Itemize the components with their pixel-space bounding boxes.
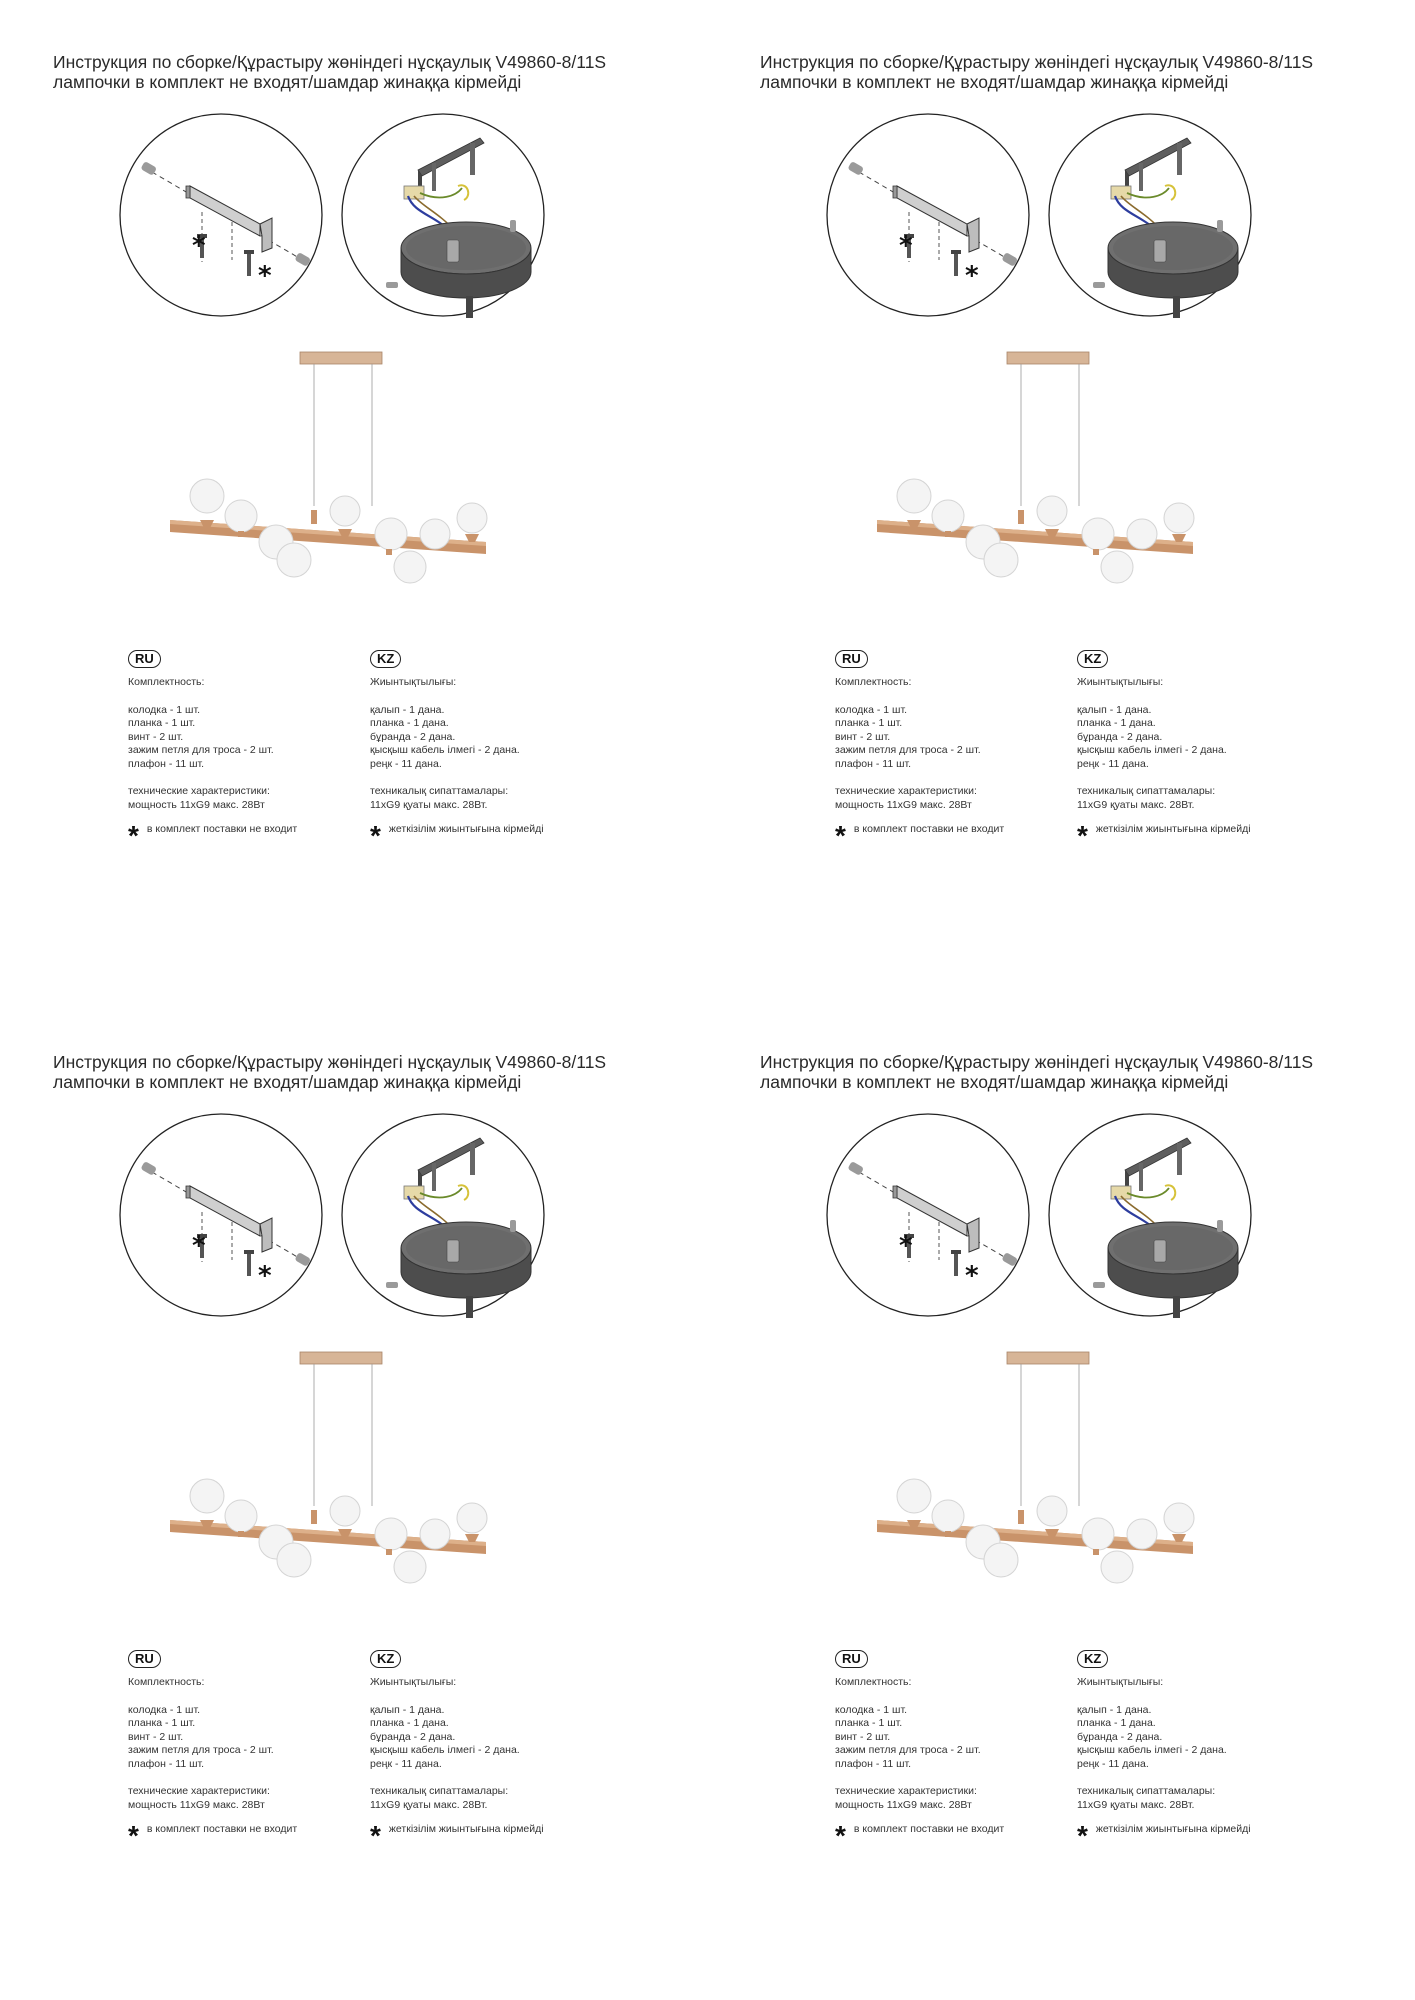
- kz-not-included-note: [370, 1820, 590, 1851]
- ru-contents-list: [128, 704, 348, 772]
- title-line-1: Инструкция по сборке/Құрастыру жөніндегі нұсқаулық V49860-8/11S: [53, 1052, 607, 1072]
- ru-language-badge: RU: [128, 1650, 161, 1668]
- list-item: қалып - 1 дана.: [1077, 703, 1152, 716]
- list-item: планка - 1 дана.: [370, 717, 449, 729]
- glass-shades: [897, 1479, 1194, 1583]
- list-item: қалып - 1 дана.: [370, 703, 445, 716]
- kz-contents-list: [1077, 1704, 1297, 1772]
- kz-tech-value: 11xG9 қуаты макс. 28Вт.: [370, 1798, 488, 1811]
- ru-heading: Комплектность:: [128, 676, 205, 688]
- list-item: колодка - 1 шт.: [128, 1703, 201, 1716]
- ru-tech-heading: технические характеристики:: [835, 785, 977, 797]
- ru-heading: Комплектность:: [835, 676, 912, 688]
- star-icon: *: [835, 820, 846, 851]
- screw-icon: [244, 1250, 254, 1276]
- not-included-star-icon: *: [192, 231, 206, 261]
- kz-specifications: [1077, 1650, 1297, 1851]
- instruction-panel-top-left: [0, 0, 707, 1000]
- list-item: қысқыш кабель ілмегі - 2 дана.: [370, 744, 520, 756]
- ru-heading: Комплектность:: [835, 1676, 912, 1688]
- screw-icon: [951, 250, 961, 276]
- ru-heading: Комплектность:: [128, 1676, 205, 1688]
- title-line-2: лампочки в комплект не входят/шамдар жинаққа кірмейді: [760, 1072, 1229, 1092]
- kz-language-badge: KZ: [370, 650, 401, 668]
- ru-language-badge: RU: [128, 650, 161, 668]
- list-item: қалып - 1 дана.: [370, 1703, 445, 1716]
- screw-icon: [386, 282, 398, 288]
- screw-icon: [1093, 1282, 1105, 1288]
- screw-icon: [510, 1220, 516, 1232]
- ru-language-badge: RU: [835, 650, 868, 668]
- list-item: плафон - 11 шт.: [835, 757, 912, 770]
- chandelier-drawing: [170, 352, 487, 583]
- ru-tech-specs: [835, 1785, 1055, 1812]
- list-item: зажим петля для троса - 2 шт.: [128, 1744, 274, 1756]
- list-item: плафон - 11 шт.: [835, 1757, 912, 1770]
- ru-tech-value: мощность 11xG9 макс. 28Вт: [835, 1798, 972, 1811]
- instruction-panel-bottom-right: [707, 1000, 1414, 2000]
- glass-shades: [897, 479, 1194, 583]
- star-icon: *: [370, 820, 381, 851]
- list-item: бұранда - 2 дана.: [370, 730, 456, 743]
- list-item: реңк - 11 дана.: [1077, 757, 1149, 770]
- chandelier-drawing: [170, 1352, 487, 1583]
- ru-tech-value: мощность 11xG9 макс. 28Вт: [128, 798, 265, 811]
- title-line-2: лампочки в комплект не входят/шамдар жинаққа кірмейді: [53, 72, 522, 92]
- kz-tech-heading: техникалық сипаттамалары:: [1077, 1785, 1216, 1797]
- title-line-2: лампочки в комплект не входят/шамдар жинаққа кірмейді: [53, 1072, 522, 1092]
- list-item: қысқыш кабель ілмегі - 2 дана.: [370, 1744, 520, 1756]
- ru-language-badge: RU: [835, 1650, 868, 1668]
- screw-icon: [510, 220, 516, 232]
- instruction-panel-top-right: [707, 0, 1414, 1000]
- kz-language-badge: KZ: [1077, 650, 1108, 668]
- assembly-illustrations: [707, 1000, 1414, 2000]
- ru-tech-value: мощность 11xG9 макс. 28Вт: [128, 1798, 265, 1811]
- list-item: бұранда - 2 дана.: [1077, 730, 1163, 743]
- list-item: винт - 2 шт.: [128, 730, 184, 743]
- kz-tech-value: 11xG9 қуаты макс. 28Вт.: [370, 798, 488, 811]
- kz-contents-list: [1077, 704, 1297, 772]
- list-item: қалып - 1 дана.: [1077, 1703, 1152, 1716]
- screw-icon: [1093, 282, 1105, 288]
- kz-heading: Жиынтықтылығы:: [370, 676, 457, 688]
- not-included-star-icon: *: [965, 1261, 979, 1291]
- kz-note-text: жеткізілім жиынтығына кірмейді: [388, 823, 544, 836]
- not-included-star-icon: *: [258, 261, 272, 291]
- ru-note-text: в комплект поставки не входит: [853, 1823, 1005, 1836]
- screw-icon: [951, 1250, 961, 1276]
- ru-not-included-note: [128, 820, 348, 851]
- kz-contents-list: [370, 1704, 590, 1772]
- not-included-star-icon: *: [965, 261, 979, 291]
- glass-shades: [190, 479, 487, 583]
- ru-tech-specs: [835, 785, 1055, 812]
- title-line-1: Инструкция по сборке/Құрастыру жөніндегі нұсқаулық V49860-8/11S: [53, 52, 607, 72]
- kz-tech-heading: техникалық сипаттамалары:: [370, 785, 509, 797]
- ru-note-text: в комплект поставки не входит: [146, 1823, 298, 1836]
- star-icon: *: [128, 1820, 139, 1851]
- list-item: планка - 1 дана.: [1077, 717, 1156, 729]
- ru-not-included-note: [835, 1820, 1055, 1851]
- ru-note-text: в комплект поставки не входит: [146, 823, 298, 836]
- kz-specifications: [370, 1650, 590, 1851]
- mounting-bracket-diagram: [120, 1114, 322, 1316]
- title-line-2: лампочки в комплект не входят/шамдар жинаққа кірмейді: [760, 72, 1229, 92]
- kz-tech-specs: [1077, 785, 1297, 812]
- assembly-illustrations: [0, 0, 707, 1000]
- title-line-1: Инструкция по сборке/Құрастыру жөніндегі нұсқаулық V49860-8/11S: [760, 52, 1314, 72]
- canopy-wiring-diagram: [342, 1114, 544, 1318]
- star-icon: *: [370, 1820, 381, 1851]
- assembly-illustrations: [707, 0, 1414, 1000]
- list-item: бұранда - 2 дана.: [370, 1730, 456, 1743]
- ru-specifications: [128, 1650, 348, 1851]
- kz-language-badge: KZ: [1077, 1650, 1108, 1668]
- ru-specifications: [835, 650, 1055, 851]
- kz-tech-heading: техникалық сипаттамалары:: [370, 1785, 509, 1797]
- ru-tech-specs: [128, 785, 348, 812]
- not-included-star-icon: *: [192, 1231, 206, 1261]
- instruction-panel-bottom-left: [0, 1000, 707, 2000]
- ru-tech-specs: [128, 1785, 348, 1812]
- list-item: планка - 1 шт.: [128, 717, 196, 729]
- kz-contents-list: [370, 704, 590, 772]
- ru-specifications: [128, 650, 348, 851]
- star-icon: *: [1077, 820, 1088, 851]
- ru-not-included-note: [128, 1820, 348, 1851]
- kz-tech-heading: техникалық сипаттамалары:: [1077, 785, 1216, 797]
- kz-specifications: [370, 650, 590, 851]
- ru-contents-list: [835, 704, 1055, 772]
- list-item: қысқыш кабель ілмегі - 2 дана.: [1077, 744, 1227, 756]
- ru-contents-list: [128, 1704, 348, 1772]
- star-icon: *: [1077, 1820, 1088, 1851]
- screw-icon: [1217, 1220, 1223, 1232]
- list-item: колодка - 1 шт.: [835, 1703, 908, 1716]
- ru-tech-value: мощность 11xG9 макс. 28Вт: [835, 798, 972, 811]
- mounting-bracket-diagram: [827, 1114, 1029, 1316]
- kz-heading: Жиынтықтылығы:: [370, 1676, 457, 1688]
- screw-icon: [1217, 220, 1223, 232]
- ru-contents-list: [835, 1704, 1055, 1772]
- list-item: плафон - 11 шт.: [128, 1757, 205, 1770]
- list-item: плафон - 11 шт.: [128, 757, 205, 770]
- kz-tech-specs: [370, 1785, 590, 1812]
- list-item: планка - 1 шт.: [128, 1717, 196, 1729]
- list-item: реңк - 11 дана.: [1077, 1757, 1149, 1770]
- list-item: винт - 2 шт.: [835, 730, 891, 743]
- kz-note-text: жеткізілім жиынтығына кірмейді: [1095, 823, 1251, 836]
- title-line-1: Инструкция по сборке/Құрастыру жөніндегі нұсқаулық V49860-8/11S: [760, 1052, 1314, 1072]
- not-included-star-icon: *: [899, 231, 913, 261]
- kz-tech-specs: [370, 785, 590, 812]
- kz-heading: Жиынтықтылығы:: [1077, 676, 1164, 688]
- list-item: колодка - 1 шт.: [128, 703, 201, 716]
- glass-shades: [190, 1479, 487, 1583]
- list-item: реңк - 11 дана.: [370, 757, 442, 770]
- ru-tech-heading: технические характеристики:: [128, 785, 270, 797]
- ru-tech-heading: технические характеристики:: [128, 1785, 270, 1797]
- not-included-star-icon: *: [258, 1261, 272, 1291]
- canopy-wiring-diagram: [1049, 1114, 1251, 1318]
- star-icon: *: [835, 1820, 846, 1851]
- ru-tech-heading: технические характеристики:: [835, 1785, 977, 1797]
- kz-note-text: жеткізілім жиынтығына кірмейді: [1095, 1823, 1251, 1836]
- screw-icon: [244, 250, 254, 276]
- ru-specifications: [835, 1650, 1055, 1851]
- ru-not-included-note: [835, 820, 1055, 851]
- list-item: зажим петля для троса - 2 шт.: [835, 1744, 981, 1756]
- star-icon: *: [128, 820, 139, 851]
- list-item: планка - 1 шт.: [835, 717, 903, 729]
- list-item: зажим петля для троса - 2 шт.: [128, 744, 274, 756]
- kz-tech-value: 11xG9 қуаты макс. 28Вт.: [1077, 1798, 1195, 1811]
- kz-language-badge: KZ: [370, 1650, 401, 1668]
- chandelier-drawing: [877, 352, 1194, 583]
- chandelier-drawing: [877, 1352, 1194, 1583]
- ru-note-text: в комплект поставки не входит: [853, 823, 1005, 836]
- list-item: реңк - 11 дана.: [370, 1757, 442, 1770]
- list-item: қысқыш кабель ілмегі - 2 дана.: [1077, 1744, 1227, 1756]
- kz-heading: Жиынтықтылығы:: [1077, 1676, 1164, 1688]
- list-item: планка - 1 дана.: [370, 1717, 449, 1729]
- list-item: зажим петля для троса - 2 шт.: [835, 744, 981, 756]
- screw-icon: [386, 1282, 398, 1288]
- list-item: планка - 1 шт.: [835, 1717, 903, 1729]
- list-item: планка - 1 дана.: [1077, 1717, 1156, 1729]
- list-item: колодка - 1 шт.: [835, 703, 908, 716]
- canopy-wiring-diagram: [342, 114, 544, 318]
- kz-not-included-note: [1077, 820, 1297, 851]
- kz-not-included-note: [1077, 1820, 1297, 1851]
- assembly-illustrations: [0, 1000, 707, 2000]
- mounting-bracket-diagram: [120, 114, 322, 316]
- list-item: бұранда - 2 дана.: [1077, 1730, 1163, 1743]
- kz-tech-specs: [1077, 1785, 1297, 1812]
- kz-note-text: жеткізілім жиынтығына кірмейді: [388, 1823, 544, 1836]
- kz-specifications: [1077, 650, 1297, 851]
- list-item: винт - 2 шт.: [835, 1730, 891, 1743]
- kz-not-included-note: [370, 820, 590, 851]
- mounting-bracket-diagram: [827, 114, 1029, 316]
- kz-tech-value: 11xG9 қуаты макс. 28Вт.: [1077, 798, 1195, 811]
- canopy-wiring-diagram: [1049, 114, 1251, 318]
- not-included-star-icon: *: [899, 1231, 913, 1261]
- list-item: винт - 2 шт.: [128, 1730, 184, 1743]
